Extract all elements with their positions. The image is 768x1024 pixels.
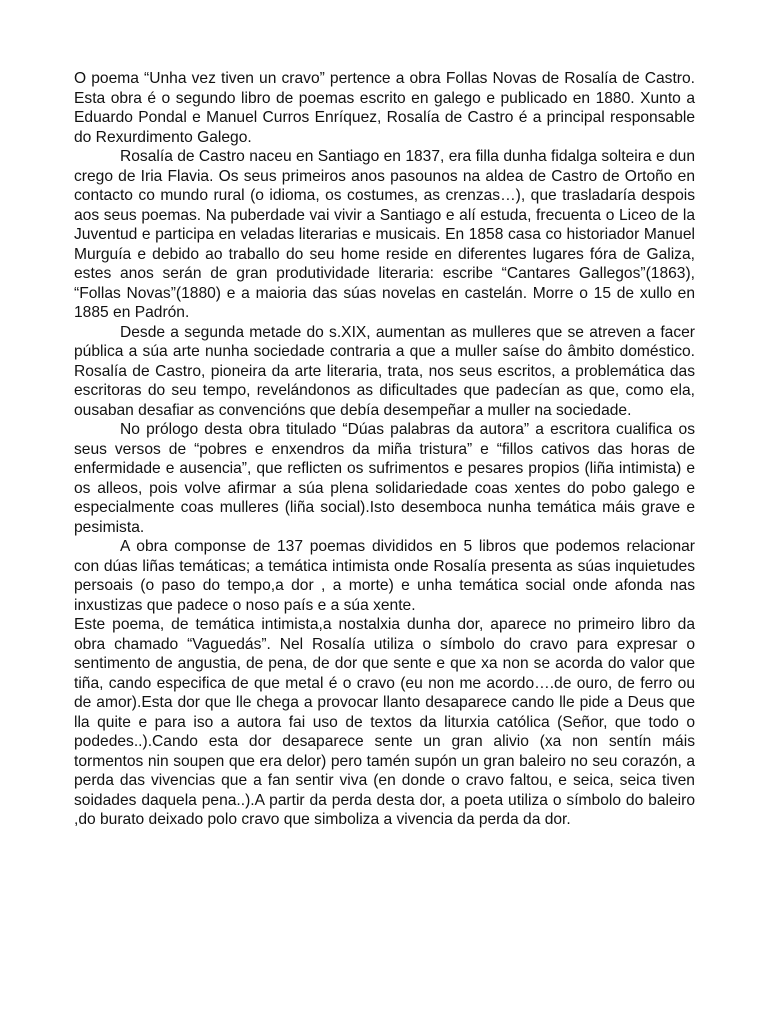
paragraph-women-writers: Desde a segunda metade do s.XIX, aumentan as mulleres que se atreven a facer pública a súa arte nunha sociedade contraria a que a muller saíse do âmbito doméstico. Rosalía de Castro, pioneira da arte literaria, trata, nos seus escritos, a problemática das escritoras do seu tempo, revelándonos as dificultades que padecían as que, como ela, ousaban desafiar as convencións que debía desempeñar a muller na sociedade. — [74, 323, 695, 419]
paragraph-biography: Rosalía de Castro naceu en Santiago en 1837, era filla dunha fidalga solteira e dun crego de Iria Flavia. Os seus primeiros anos pasounos na aldea de Castro de Ortoño en contacto co mundo rural (o idioma, os costumes, as crenzas…), que trasladaría despois aos seus poemas. Na puberdade vai vivir a Santiago e alí estuda, frecuenta o Liceo de la Juventud e participa en veladas literarias e musicais. En 1858 casa co historiador Manuel Murguía e debido ao traballo do seu home reside en diferentes lugares fóra de Galiza, estes anos serán de gran produtividade literaria: escribe “Cantares Gallegos”(1863), “Follas Novas”(1880) e a maioria das súas novelas en castelán. Morre o 15 de xullo en 1885 en Padrón. — [74, 148, 695, 321]
document-page — [74, 69, 695, 830]
paragraph-structure: A obra componse de 137 poemas divididos en 5 libros que podemos relacionar con dúas liñas temáticas; a temática intimista onde Rosalía presenta as súas inquietudes persoais (o paso do tempo,a dor , a morte) e unha temática social onde afonda nas inxustizas que padece o noso país e a súa xente. — [74, 538, 695, 614]
paragraph-prologue: No prólogo desta obra titulado “Dúas palabras da autora” a escritora cualifica os seus versos de “pobres e enxendros da miña tristura” e “fillos cativos das horas de enfermidade e ausencia”, que reflicten os sufrimentos e pesares propios (liña intimista) e os alleos, pois volve afirmar a súa plena solidariedade coas xentes do pobo galego e especialmente coas mulleres (liña social).Isto desemboca nunha temática máis grave e pesimista. — [74, 421, 695, 536]
paragraph-poem-analysis: Este poema, de temática intimista,a nostalxia dunha dor, aparece no primeiro libro da obra chamado “Vaguedás”. Nel Rosalía utiliza o símbolo do cravo para expresar o sentimento de angustia, de pena, de dor que sente e que xa non se acorda do valor que tiña, cando especifica de que metal é o cravo (eu non me acordo….de ouro, de ferro ou de amor).Esta dor que lle chega a provocar llanto desaparece cando lle pide a Deus que lla quite e para iso a autora fai uso de textos da liturxia católica (Señor, que todo o podedes..).Cando esta dor desaparece sente un gran alivio (xa non sentín máis tormentos nin soupen que era delor) pero tamén supón un gran baleiro no seu corazón, a perda das vivencias que a fan sentir viva (en donde o cravo faltou, e seica, seica tiven soidades daquela pena..).A partir da perda desta dor, a poeta utiliza o símbolo do baleiro ,do burato deixado polo cravo que simboliza a vivencia da perda da dor. — [74, 616, 695, 828]
paragraph-intro: O poema “Unha vez tiven un cravo” pertence a obra Follas Novas de Rosalía de Castro. Esta obra é o segundo libro de poemas escrito en galego e publicado en 1880. Xunto a Eduardo Pondal e Manuel Curros Enríquez, Rosalía de Castro é a principal responsable do Rexurdimento Galego. — [74, 70, 695, 146]
